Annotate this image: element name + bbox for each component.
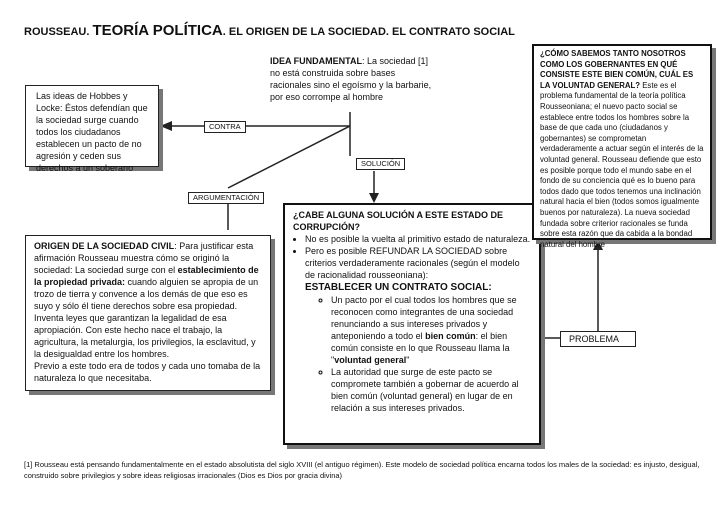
idea-fundamental-box bbox=[264, 52, 441, 112]
origin-text3: Previo a este todo era de todos y cada uno tomaba de la naturaleza lo que necesitaba. bbox=[34, 361, 261, 383]
sub1-a: Un pacto por el cual todos los hombres que se reconocen como integrantes de una sociedad renunciando a sus intereses privados y anteponiendo a todo el bbox=[331, 295, 517, 341]
sub1-b: : el bien común consiste en lo que Rousseau llama la " bbox=[331, 331, 510, 365]
sub1-c: " bbox=[406, 355, 410, 365]
question-heading: ¿CÓMO SABEMOS TANTO NOSOTROS COMO LOS GOBERNANTES EN QUÉ CONSISTE ESTE BIEN COMÚN, CUÁL ES LA VOLUNTAD GENERAL? bbox=[540, 49, 694, 90]
idea-heading: IDEA FUNDAMENTAL bbox=[270, 56, 362, 66]
title-part-subtitle: . EL ORIGEN DE LA SOCIEDAD. EL CONTRATO SOCIAL bbox=[222, 26, 515, 38]
origin-heading: ORIGEN DE LA SOCIEDAD CIVIL bbox=[34, 241, 175, 251]
title-part-main: TEORÍA POLÍTICA bbox=[92, 22, 223, 39]
origin-text2: cuando alguien se apropia de un trozo de tierra y convence a los demás de que eso es suyo y sólo él tiene derechos sobre esa propiedad. Inventa leyes que garantizan la legalidad de esa apropiación. Con este hecho nace el trabajo, la agricultura, la metalurgia, los privilegios, la esclavitud, y la desigualdad entre los hombres. bbox=[34, 277, 259, 359]
hobbes-locke-box bbox=[25, 85, 159, 173]
solution-sublist bbox=[305, 294, 531, 414]
sub1-bold2: voluntad general bbox=[334, 355, 407, 365]
solution-bullet-1: • No es posible la vuelta al primitivo estado de naturaleza. bbox=[305, 233, 531, 245]
solution-box bbox=[283, 203, 541, 445]
solution-heading: ¿CABE ALGUNA SOLUCIÓN A ESTE ESTADO DE CORRUPCIÓN? bbox=[293, 210, 504, 232]
idea-text: : La sociedad [1] no está construida sobre bases racionales sino el egoísmo y la barbarie, por eso corrompe al hombre bbox=[270, 56, 432, 102]
origin-text1: : Para justificar esta afirmación Rousseau muestra cómo se originó la sociedad: La sociedad surge con el bbox=[34, 241, 254, 275]
origin-bold1: establecimiento de la propiedad privada: bbox=[34, 265, 259, 287]
argumentacion-label: ARGUMENTACIÓN bbox=[188, 192, 264, 204]
solution-list bbox=[293, 233, 531, 414]
solution-bullet-2 bbox=[305, 245, 531, 414]
footnote: [1] Rousseau está pensando fundamentalmente en el estado absolutista del siglo XVIII (el antiguo régimen). Este modelo de sociedad política encarna todos los males de la sociedad: es injusto, desigual, construido sobre privilegios y sobre ideas religiosas irracionales (Dios es Dios por gracia divina) bbox=[24, 460, 700, 480]
title-part-author: ROUSSEAU. bbox=[24, 26, 93, 38]
origin-para bbox=[34, 240, 262, 360]
sub1-bold: bien común bbox=[425, 331, 476, 341]
solution-sub-1 bbox=[331, 294, 531, 366]
solution-sub-2: ◦ La autoridad que surge de este pacto se compromete también a gobernar de acuerdo al bien común (voluntad general) en lugar de en relación a sus intereses privados. bbox=[331, 366, 531, 414]
solucion-label: SOLUCIÓN bbox=[356, 158, 405, 170]
hobbes-text: Las ideas de Hobbes y Locke: Éstos defendían que la sociedad surge cuando todos los ciudadanos establecen un pacto de no agresión y ceden sus derechos a un soberano bbox=[36, 91, 148, 173]
contra-label: CONTRA bbox=[204, 121, 246, 133]
question-text: Este es el problema fundamental de la teoría política Rousseoniana; el nuevo pacto social se establece entre todos los hombres sobre la base de que cada uno (ciudadanos y gobernantes) se comprometan verdaderamente a actuar según el interés de la voluntad general. Rousseau defiende que esto es posible porque todo el mundo sabe en el fondo de su conciencia qué es lo bueno para todos dado que todos tenemos una inclinación natural hacia el bien (todos somos igualmente buenos por naturaleza). La nueva sociedad fundada sobre criterior racionales se funda sobre esta razón que da cabida a la bondad natural del hombre bbox=[540, 80, 704, 249]
solution-bullet-2-text: Pero es posible REFUNDAR LA SOCIEDAD sobre criterios verdaderamente racionales (según el modelo de racionalidad rousseoniana): bbox=[305, 246, 520, 280]
solution-bullet-2-bold: ESTABLECER UN CONTRATO SOCIAL: bbox=[305, 282, 492, 293]
problema-label: PROBLEMA bbox=[560, 331, 636, 347]
origin-society-box bbox=[25, 235, 271, 391]
question-box bbox=[532, 44, 712, 249]
